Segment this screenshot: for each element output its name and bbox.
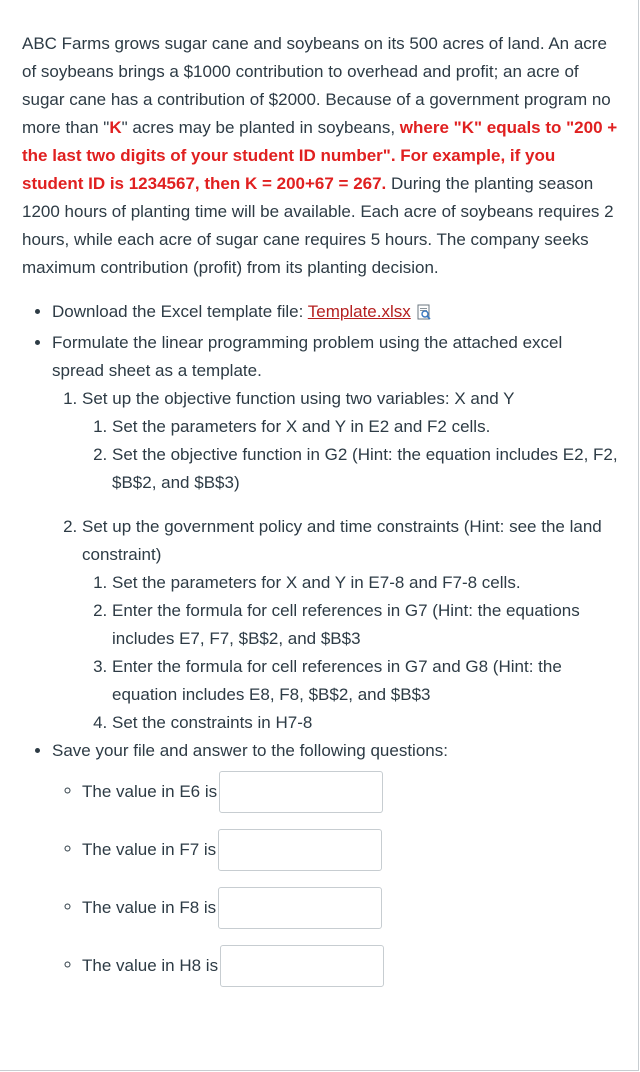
question-content [22,30,618,1001]
substep: 1. Set the parameters for X and Y in E7-8 and F7-8 cells. [112,569,618,597]
step-objective [82,385,618,497]
answer-list [52,769,618,1001]
template-file-link[interactable]: Template.xlsx [307,302,411,321]
answer-label: The value in E6 is [82,781,218,801]
substep: 1. Set the parameters for X and Y in E2 and F2 cells. [112,413,618,441]
save-item [52,737,618,1001]
instruction-list [22,298,618,1001]
problem-statement [22,30,618,282]
answer-label: The value in F7 is [82,839,217,859]
k-marker: K [109,118,122,137]
step-objective-label: Set up the objective function using two variables: X and Y [82,389,515,408]
step-constraints [82,513,618,737]
intro-text-3: During the planting season 1200 hours of planting time will be available. Each acre of soybeans requires 2 hours, while each acre of sugar cane requires 5 hours. The company seeks maximum contribution (profit) from its planting decision. [22,174,614,277]
intro-text-1: ABC Farms grows sugar cane and soybeans on its 500 acres of land. An acre of soybeans brings a $1000 contribution to overhead and profit; an acre of sugar cane has a contribution of $2000. Because of a government program no more than " [22,34,611,137]
save-text: Save your file and answer to the following questions: [52,741,448,760]
substep: 4. Set the constraints in H7-8 [112,709,618,737]
answer-row-f8 [82,885,618,943]
step-list [52,385,618,737]
preview-document-icon[interactable] [417,301,431,329]
step-constraints-label: Set up the government policy and time constraints (Hint: see the land constraint) [82,517,602,564]
answer-label: The value in H8 is [82,955,219,975]
substep: 2. Enter the formula for cell references in G7 (Hint: the equations includes E7, F7, $B$2, and $B$3 [112,597,618,653]
formulate-item [52,329,618,737]
k-definition-highlight: where "K" equals to "200 + the last two digits of your student ID number". For example, if you student ID is 1234567, then K = 200+67 = 267. [22,118,618,193]
answer-input-f7[interactable] [218,829,382,871]
formulate-text: Formulate the linear programming problem using the attached excel spread sheet as a template. [52,333,563,380]
answer-label: The value in F8 is [82,897,217,917]
download-item [52,298,618,329]
answer-input-f8[interactable] [218,887,382,929]
answer-row-f7 [82,827,618,885]
constraint-substeps [82,569,618,737]
substep: 2. Set the objective function in G2 (Hint: the equation includes E2, F2, $B$2, and $B$3) [112,441,618,497]
intro-text-2: " acres may be planted in soybeans, [121,118,400,137]
download-label: Download the Excel template file: [52,302,308,321]
answer-row-e6 [82,769,618,827]
answer-input-e6[interactable] [219,771,383,813]
answer-row-h8 [82,943,618,1001]
objective-substeps [82,413,618,497]
answer-input-h8[interactable] [220,945,384,987]
substep: 3. Enter the formula for cell references in G7 and G8 (Hint: the equation includes E8, F8, $B$2, and $B$3 [112,653,618,709]
